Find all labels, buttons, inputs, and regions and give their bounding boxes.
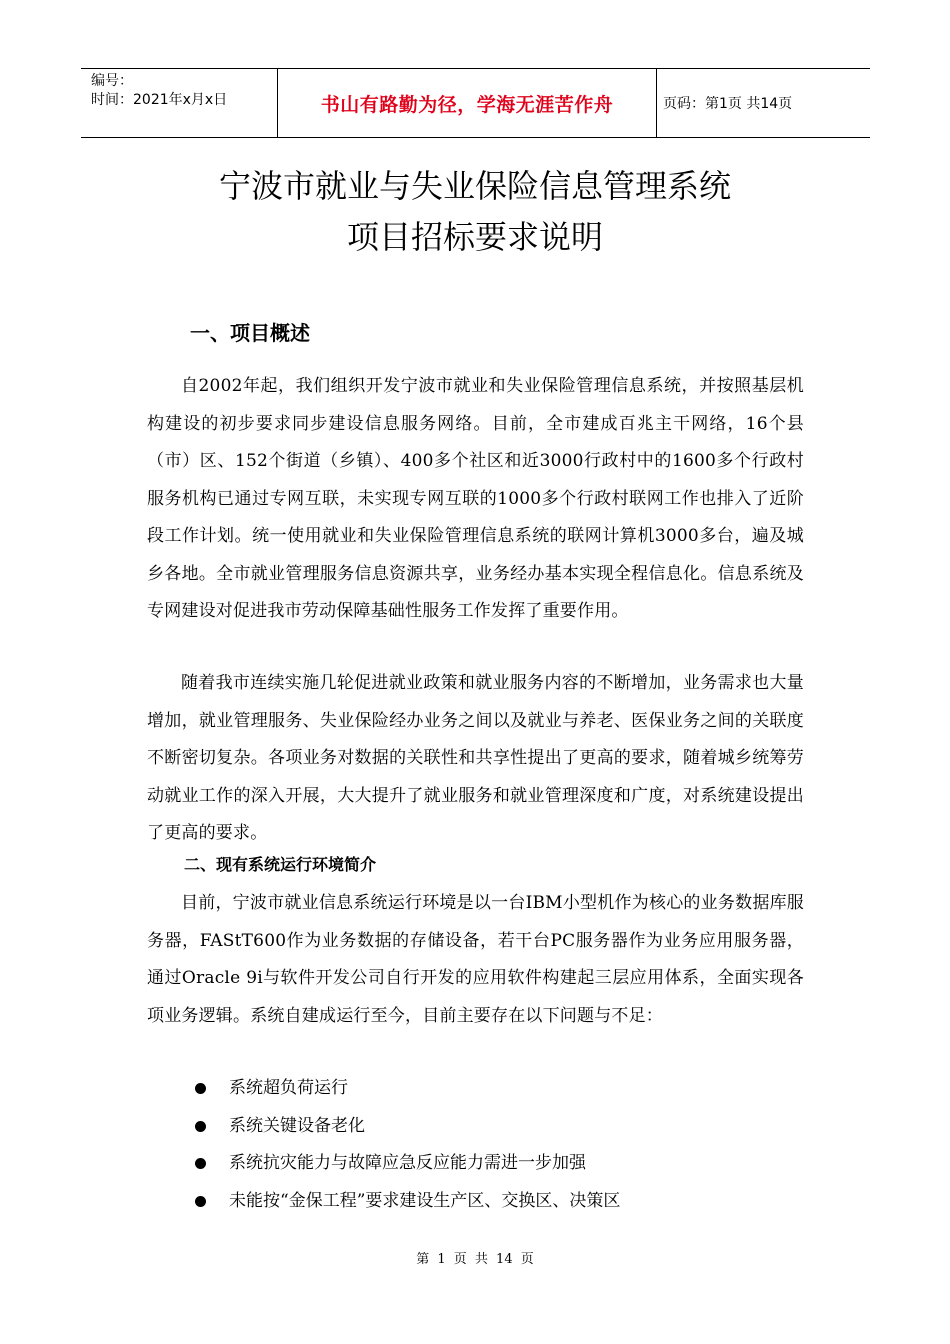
issue-list [147,1070,804,1220]
list-item-text: 系统关键设备老化 [229,1115,365,1136]
bullet-icon [195,1121,206,1132]
bullet-icon [195,1083,206,1094]
header-meta [81,69,278,137]
list-item [147,1108,804,1146]
number-label: 编号： [91,73,133,89]
list-item [147,1070,804,1108]
list-item [147,1145,804,1183]
section2-heading: 二、现有系统运行环境简介 [184,855,377,874]
time-label: 时间：2021年x月x日 [91,92,228,108]
header-page-info: 页码：第1页 共14页 [663,96,793,112]
document-title-line1: 宁波市就业与失业保险信息管理系统 [218,167,731,205]
section2-paragraph: 目前，宁波市就业信息系统运行环境是以一台IBM小型机作为核心的业务数据库服务器，FAStT600作为业务数据的存储设备，若干台PC服务器作为业务应用服务器，通过Oracle 9i与软件开发公司自行开发的应用软件构建起三层应用体系，全面实现各项业务逻辑。系统自建成运行至今，目前主要存在以下问题与不足： [147,893,804,1026]
document-title-line2: 项目招标要求说明 [346,218,603,256]
list-item-text: 系统抗灾能力与故障应急反应能力需进一步加强 [229,1153,586,1173]
section1-heading: 一、项目概述 [190,321,310,345]
header-motto: 书山有路勤为径，学海无涯苦作舟 [278,69,657,137]
list-item [147,1183,804,1221]
section1-paragraph-2: 随着我市连续实施几轮促进就业政策和就业服务内容的不断增加，业务需求也大量增加，就业管理服务、失业保险经办业务之间以及就业与养老、医保业务之间的关联度不断密切复杂。各项业务对数据的关联性和共享性提出了更高的要求，随着城乡统筹劳动就业工作的深入开展，大大提升了就业服务和就业管理深度和广度，对系统建设提出了更高的要求。 [147,673,804,843]
page-header [81,68,870,138]
bullet-icon [195,1196,206,1207]
section1-paragraph-1: 自2002年起，我们组织开发宁波市就业和失业保险管理信息系统，并按照基层机构建设的初步要求同步建设信息服务网络。目前，全市建成百兆主干网络，16个县（市）区、152个街道（乡镇）、400多个社区和近3000行政村中的1600多个行政村服务机构已通过专网互联，未实现专网互联的1000多个行政村联网工作也排入了近阶段工作计划。统一使用就业和失业保险管理信息系统的联网计算机3000多台，遍及城乡各地。全市就业管理服务信息资源共享，业务经办基本实现全程信息化。信息系统及专网建设对促进我市劳动保障基础性服务工作发挥了重要作用。 [147,376,804,621]
bullet-icon [195,1158,206,1169]
list-item-text: 系统超负荷运行 [229,1078,348,1098]
page-footer: 第 1 页 共 14 页 [416,1252,534,1267]
list-item-text: 未能按“金保工程”要求建设生产区、交换区、决策区 [229,1190,621,1211]
